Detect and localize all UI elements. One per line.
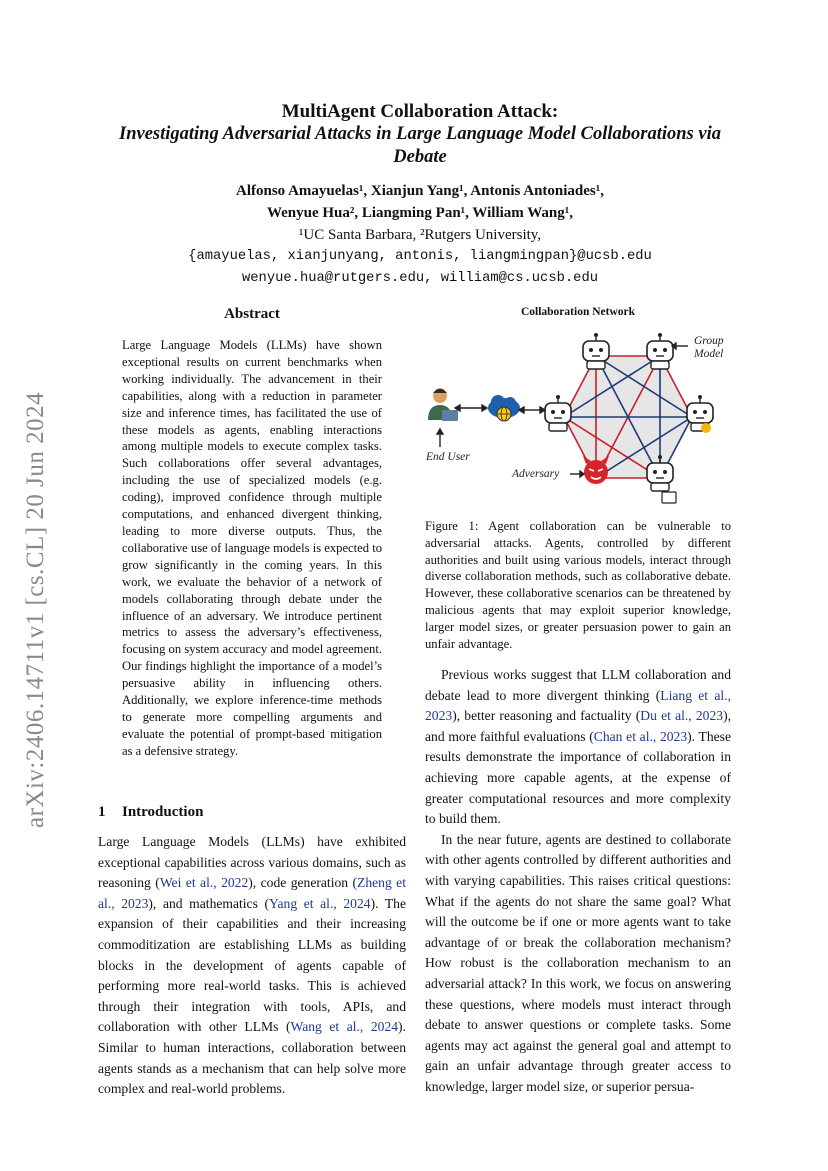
adversary-devil-icon bbox=[583, 456, 609, 484]
emails-line-2: wenyue.hua@rutgers.edu, william@cs.ucsb.edu bbox=[241, 271, 599, 286]
paragraph bbox=[425, 665, 731, 830]
emails-line-1: {amayuelas, xianjunyang, antonis, liangmingpan}@ucsb.edu bbox=[188, 249, 652, 264]
abstract-text: Large Language Models (LLMs) have shown exceptional results on current benchmarks when working individually. The advancement in their capabilities, along with a reduction in parameter size and inference times, has facilitated the use of these models as agents, enabling interactions among multiple models to execute complex tasks. Such collaborations offer several advantages, including the use of specialized models (e.g. coding), improved confidence through multiple computations, and enhanced divergent thinking, leading to more diverse outputs. Thus, the collaborative use of language models is expected to grow significantly in the coming years. In this work, we evaluate the behavior of a network of models collaborating through debate under the influence of an adversary. We introduce pertinent metrics to assess the adversary’s effectiveness, focusing on system accuracy and model agreement. Our findings highlight the importance of a model’s persuasive ability in influencing others. Additionally, we explore inference-time methods to generate more compelling arguments and evaluate the potential of prompt-based mitigation as a defensive strategy. bbox=[122, 338, 382, 758]
arxiv-identifier: arXiv:2406.14711v1 [cs.CL] 20 Jun 2024 bbox=[22, 391, 49, 829]
section-title: Introduction bbox=[122, 804, 204, 820]
citation-link[interactable]: Wei et al., 2022 bbox=[159, 875, 249, 891]
figure-title: Collaboration Network bbox=[520, 306, 636, 318]
collaboration-network-figure bbox=[420, 322, 732, 512]
text-run: ). The expansion of their capabilities and their increasing commoditization are establishing LLMs as building blocks in the development of agents capable of performing more real-world tasks. This is achieved through their integration with tools, APIs, and collaboration with other LLMs ( bbox=[98, 895, 406, 1035]
citation-link[interactable]: Wang et al., 2024 bbox=[290, 1019, 399, 1035]
title-main: MultiAgent Collaboration Attack: bbox=[281, 101, 559, 122]
text-run: ), better reasoning and factuality ( bbox=[452, 708, 641, 724]
group-model-label: Group Model bbox=[694, 335, 724, 360]
figure-caption: Figure 1: Agent collaboration can be vulnerable to adversarial attacks. Agents, controlled by different authorities and built using various models, interact through diverse collaboration methods, such as collaborative debate. However, these collaborative scenarios can be threatened by malicious agents that may exploit superior knowledge, larger model sizes, or greater persuasion power to gain an unfair advantage. bbox=[425, 519, 731, 651]
text-run: ). These results demonstrate the importance of collaboration in achieving more capable agents, at the expense of greater computational resources and more complexity to build them. bbox=[425, 728, 731, 827]
author-line-2: Wenyue Hua², Liangming Pan¹, William Wang¹, bbox=[266, 205, 574, 221]
adversary-label: Adversary bbox=[512, 468, 560, 480]
citation-link[interactable]: Yang et al., 2024 bbox=[269, 895, 371, 911]
title-sub: Investigating Adversarial Attacks in Large Language Model Collaborations via Debate bbox=[119, 124, 721, 167]
end-user-label: End User bbox=[426, 451, 470, 463]
robot-icon bbox=[687, 395, 713, 433]
text-run: ), and mathematics ( bbox=[148, 895, 270, 911]
section-number: 1 bbox=[98, 804, 106, 820]
intro-paragraph bbox=[98, 832, 406, 1100]
text-run: ). Similar to human interactions, collaboration between agents stands as a mechanism that can help solve more complex and real-world problems. bbox=[98, 1019, 406, 1097]
robot-icon bbox=[545, 395, 571, 431]
paragraph: In the near future, agents are destined to collaborate with other agents controlled by different authorities and with varying capabilities. This raises critical questions: What if the agents do not share the same goal? What will the outcome be if one or more agents want to take advantage of or break the collaboration mechanism? How robust is the collaboration mechanism to an adversarial attack? In this work, we focus on answering these questions, where models must interact through debate to answer questions or complete tasks. Some agents may act against the general goal and attempt to gain an unfair advantage through greater access to knowledge, larger model size, or superior persua- bbox=[425, 831, 731, 1094]
text-run: ), and more faithful evaluations ( bbox=[425, 708, 731, 744]
text-run: ), code generation ( bbox=[248, 875, 358, 891]
end-user-icon bbox=[428, 389, 458, 422]
author-block bbox=[90, 180, 750, 290]
text-run: Large Language Models (LLMs) have exhibited exceptional capabilities across various domains, such as reasoning ( bbox=[98, 834, 406, 891]
text-run: Previous works suggest that LLM collaboration and debate lead to more divergent thinking ( bbox=[425, 667, 731, 703]
robot-icon bbox=[583, 333, 609, 369]
citation-link[interactable]: Du et al., 2023 bbox=[640, 708, 724, 724]
citation-link[interactable]: Chan et al., 2023 bbox=[593, 728, 688, 744]
section-heading-introduction bbox=[98, 804, 203, 821]
abstract-title: Abstract bbox=[224, 306, 280, 322]
right-column-text bbox=[425, 665, 731, 1097]
robot-icon bbox=[647, 333, 673, 369]
paper-title bbox=[90, 100, 750, 169]
citation-link[interactable]: Zheng et al., 2023 bbox=[98, 875, 406, 911]
citation-link[interactable]: Liang et al., 2023 bbox=[425, 687, 731, 724]
affiliations: ¹UC Santa Barbara, ²Rutgers University, bbox=[298, 227, 542, 243]
cloud-globe-icon bbox=[488, 395, 520, 421]
author-line-1: Alfonso Amayuelas¹, Xianjun Yang¹, Antonis Antoniades¹, bbox=[235, 183, 605, 199]
